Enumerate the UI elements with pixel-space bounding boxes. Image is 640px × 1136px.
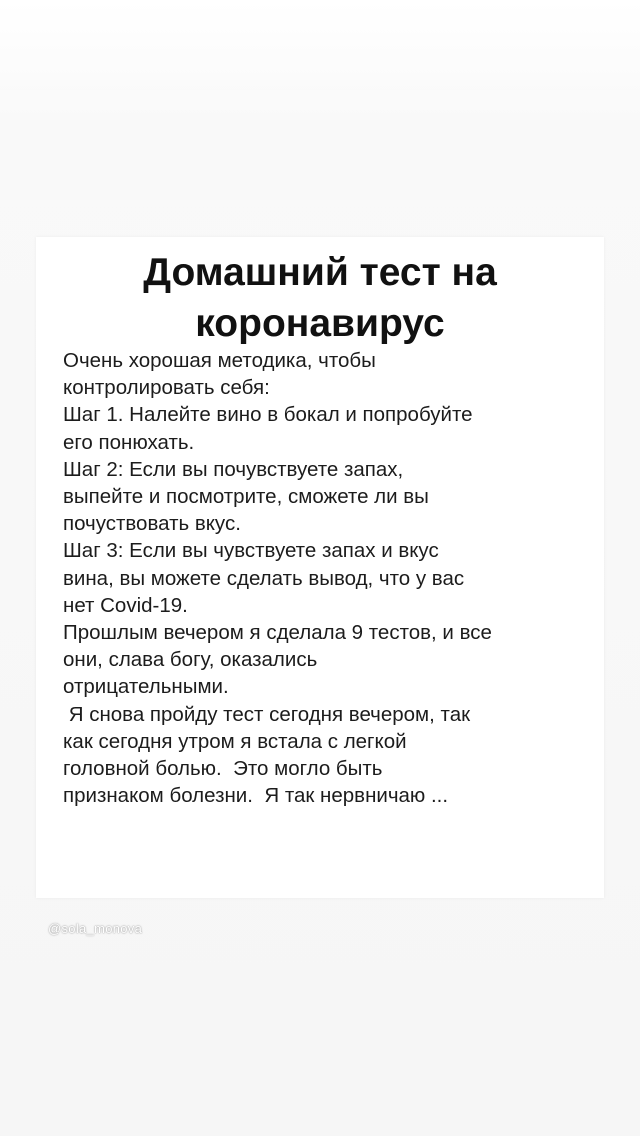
body-line: отрицательными. [63, 675, 229, 699]
post-title-line: коронавирус [195, 302, 445, 345]
post-card [36, 237, 604, 898]
body-line: вина, вы можете сделать вывод, что у вас [63, 566, 465, 590]
post-title [36, 247, 604, 349]
body-line: Шаг 3: Если вы чувствуете запах и вкус [63, 539, 439, 563]
body-line: признаком болезни. Я так нервничаю ... [63, 784, 449, 808]
body-line: почуствовать вкус. [63, 512, 241, 536]
body-line: Я снова пройду тест сегодня вечером, так [63, 702, 471, 726]
body-line: нет Covid-19. [63, 593, 188, 617]
body-line: Шаг 2: Если вы почувствуете запах, [63, 457, 404, 481]
body-line: головной болью. Это могло быть [63, 757, 383, 781]
body-line: как сегодня утром я встала с легкой [63, 729, 407, 753]
body-line: Очень хорошая методика, чтобы [63, 349, 376, 372]
body-line: они, слава богу, оказались [63, 648, 318, 672]
body-line: Шаг 1. Налейте вино в бокал и попробуйте [63, 403, 473, 427]
post-body [63, 347, 593, 809]
body-line: Прошлым вечером я сделала 9 тестов, и все [63, 621, 492, 645]
body-line: его понюхать. [63, 430, 195, 454]
body-line: контролировать себя: [63, 376, 270, 400]
post-title-line: Домашний тест на [143, 251, 497, 294]
body-line: выпейте и посмотрите, сможете ли вы [63, 485, 429, 509]
author-watermark: @sola_monova [48, 921, 143, 936]
